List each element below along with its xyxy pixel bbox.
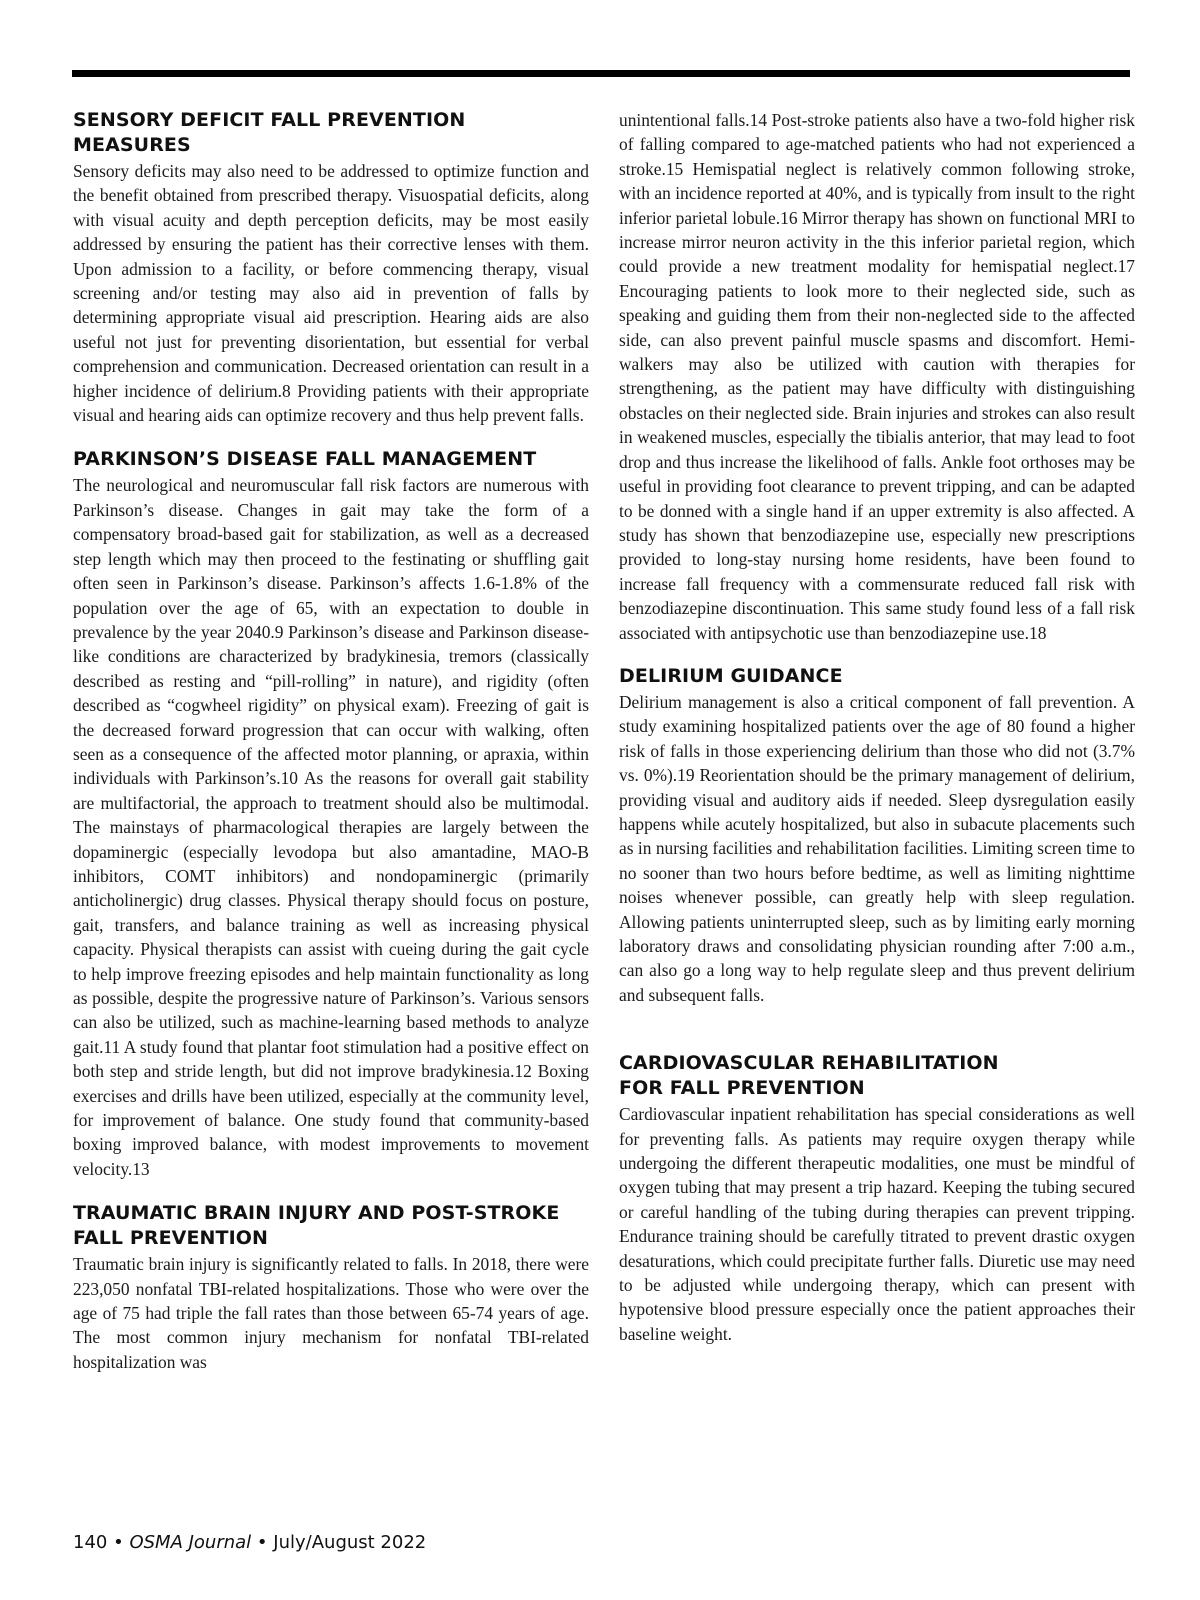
section-body: Cardiovascular inpatient rehabilitation has special considerations as well for preventing falls. As patients may require oxygen therapy while undergoing the different therapeutic modalities, one must be mindful of oxygen tubing that may present a trip hazard. Keeping the tubing secured or careful handling of the tubing during therapies can prevent tripping. Endurance training should be carefully titrated to prevent drastic oxygen desaturations, which could precipitate further falls. Diuretic use may need to be adjusted while undergoing therapy, which can present with hypotensive blood pressure especially once the patient approaches their baseline weight.: [619, 1104, 1135, 1344]
heading-line-1: TRAUMATIC BRAIN INJURY AND POST-STROKE: [73, 1202, 560, 1225]
section-heading: PARKINSON’S DISEASE FALL MANAGEMENT: [73, 448, 537, 471]
heading-line-1: CARDIOVASCULAR REHABILITATION: [619, 1052, 999, 1075]
page-number: 140: [73, 1532, 108, 1553]
section-body: unintentional falls.14 Post-stroke patients also have a two-fold higher risk of falling compared to age-matched patients who had not experienced a stroke.15 Hemispatial neglect is relatively common following stroke, with an incidence reported at 40%, and is typically from insult to the right inferior parietal lobule.16 Mirror therapy has shown on functional MRI to increase mirror neuron activity in the this inferior parietal region, which could provide a new treatment modality for hemispatial neglect.17 Encouraging patients to look more to their neglected side, such as speaking and guiding them from their non-neglected side to the affected side, can also prevent painful muscle spasms and discomfort. Hemi-walkers may also be utilized with caution with therapies for strengthening, as the patient may have difficulty with distinguishing obstacles on their neglected side. Brain injuries and strokes can also result in weakened muscles, especially the tibialis anterior, that may lead to foot drop and thus increase the likelihood of falls. Ankle foot orthoses may be useful in providing foot clearance to prevent tripping, and can be adapted to be donned with a single hand if an upper extremity is also affected. A study has shown that benzodiazepine use, especially new prescriptions provided to long-stay nursing home residents, have been found to increase fall frequency with a commensurate reduced fall risk with benzodiazepine discontinuation. This same study found less of a fall risk associated with antipsychotic use than benzodiazepine use.18: [619, 110, 1135, 643]
issue-date: July/August 2022: [273, 1532, 427, 1553]
section-sensory-deficit: [73, 108, 589, 427]
heading-line-2: FOR FALL PREVENTION: [619, 1077, 865, 1100]
right-column: [619, 108, 1135, 1346]
section-cardiovascular: [619, 1051, 1135, 1346]
section-tbi-continued: [619, 108, 1135, 645]
heading-line-2: FALL PREVENTION: [73, 1227, 269, 1250]
page-footer: [73, 1532, 426, 1553]
footer-separator: •: [113, 1532, 124, 1553]
journal-name: OSMA Journal: [129, 1532, 252, 1553]
section-parkinsons: [73, 447, 589, 1181]
section-heading: DELIRIUM GUIDANCE: [619, 664, 843, 687]
section-heading: [73, 1201, 589, 1251]
section-body: Traumatic brain injury is significantly related to falls. In 2018, there were 223,050 nonfatal TBI-related hospitalizations. Those who were over the age of 75 had triple the fall rates than those between 65-74 years of age. The most common injury mechanism for nonfatal TBI-related hospitalization was: [73, 1254, 589, 1372]
section-delirium: [619, 664, 1135, 1007]
section-body: Sensory deficits may also need to be addressed to optimize function and the benefit obtained from prescribed therapy. Visuospatial deficits, along with visual acuity and depth perception deficits, may be most easily addressed by ensuring the patient has their corrective lenses with them. Upon admission to a facility, or before commencing therapy, visual screening and/or testing may also aid in prevention of falls by determining appropriate visual aid prescription. Hearing aids are also useful not just for preventing disorientation, but essential for verbal comprehension and communication. Decreased orientation can result in a higher incidence of delirium.8 Providing patients with their appropriate visual and hearing aids can optimize recovery and thus help prevent falls.: [73, 161, 589, 426]
section-heading: [619, 1051, 1135, 1101]
section-tbi-post-stroke: [73, 1201, 589, 1374]
left-column: [73, 108, 589, 1374]
section-body: Delirium management is also a critical component of fall prevention. A study examining hospitalized patients over the age of 80 found a higher risk of falls in those experiencing delirium than those who did not (3.7% vs. 0%).19 Reorientation should be the primary management of delirium, providing visual and auditory aids if needed. Sleep dysregulation easily happens while acutely hospitalized, but also in subacute placements such as in nursing facilities and rehabilitation facilities. Limiting screen time to no sooner than two hours before bedtime, as well as limiting nighttime noises whenever possible, can greatly help with sleep regulation. Allowing patients uninterrupted sleep, such as by limiting early morning laboratory draws and consolidating physician rounding after 7:00 a.m., can also go a long way to help regulate sleep and thus prevent delirium and subsequent falls.: [619, 691, 1135, 1005]
section-body: The neurological and neuromuscular fall risk factors are numerous with Parkinson’s disease. Changes in gait may take the form of a compensatory broad-based gait for stabilization, as well as a decreased step length which may then proceed to the festinating or shuffling gait often seen in Parkinson’s disease. Parkinson’s affects 1.6-1.8% of the population over the age of 65, with an expectation to double in prevalence by the year 2040.9 Parkinson’s disease and Parkinson disease-like conditions are characterized by bradykinesia, tremors (classically described as resting and “pill-rolling” in nature), and rigidity (often described as “cogwheel rigidity” on physical exam). Freezing of gait is the decreased forward progression that can occur with walking, often seen as a consequence of the affected motor planning, or apraxia, within individuals with Parkinson’s.10 As the reasons for overall gait stability are multifactorial, the approach to treatment should also be multimodal. The mainstays of pharmacological therapies are largely between the dopaminergic (especially levodopa but also amantadine, MAO-B inhibitors, COMT inhibitors) and nondopaminergic (primarily anticholinergic) drug classes. Physical therapy should focus on posture, gait, transfers, and balance training as well as increasing physical capacity. Physical therapists can assist with cueing during the gait cycle to help improve freezing episodes and help maintain functionality as long as possible, despite the progressive nature of Parkinson’s. Various sensors can also be utilized, such as machine-learning based methods to analyze gait.11 A study found that plantar foot stimulation had a positive effect on both step and stride length, but did not improve bradykinesia.12 Boxing exercises and drills have been utilized, especially at the community level, for improvement of balance. One study found that community-based boxing improved balance, with modest improvements to movement velocity.13: [73, 475, 589, 1179]
top-rule: [72, 70, 1130, 77]
section-heading: SENSORY DEFICIT FALL PREVENTION MEASURES: [73, 109, 466, 156]
footer-separator: •: [256, 1532, 268, 1553]
